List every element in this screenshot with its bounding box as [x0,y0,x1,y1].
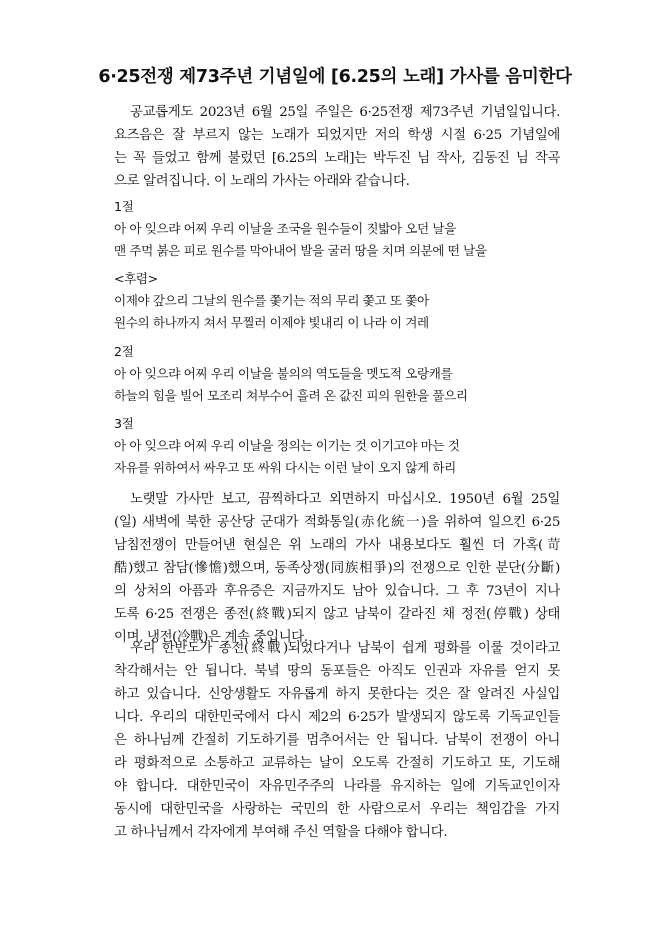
paragraph-line: 은 하나님께 간절히 기도하기를 멈추어서는 안 됩니다. 남북이 전쟁이 아니 [114,733,560,748]
paragraph-line: 니다. 우리의 대한민국에서 다시 제2의 6·25가 발생되지 않도록 기독교인들 [114,710,560,725]
page-title: 6·25전쟁 제73주년 기념일에 [6.25의 노래] 가사를 음미한다 [98,67,572,87]
paragraph-line: 우리 한반도가 종전(終戰)되었다거나 남북이 쉽게 평화를 이룰 것이라고 [130,641,560,656]
paragraph-line: 고 하나님께서 각자에게 부여해 주신 역할을 다해야 합니다. [114,825,448,840]
verse-label: 2절 [114,344,134,359]
paragraph-line: 동시에 대한민국을 사랑하는 국민의 한 사람으로서 우리는 책임감을 가지 [114,802,560,817]
paragraph-line: 요즈음은 잘 부르지 않는 노래가 되었지만 저의 학생 시절 6·25 기념일에 [114,128,560,143]
paragraph-line: 도록 6·25 전쟁은 종전(終戰)되지 않고 남북이 갈라진 채 정전(停戰) 상태 [114,607,560,622]
paragraph-line: 하고 있습니다. 신앙생활도 자유롭게 하지 못한다는 것은 잘 알려진 사실입 [114,687,560,702]
lyric-line: 자유를 위하여서 싸우고 또 싸워 다시는 이런 날이 오지 않게 하리 [114,460,456,475]
intro-paragraph [114,101,560,193]
verse-label: 1절 [114,199,134,214]
paragraph-line: 노랫말 가사만 보고, 끔찍하다고 외면하지 마십시오. 1950년 6월 25일 [130,492,560,507]
lyric-line: 원수의 하나까지 쳐서 무찔러 이제야 빛내리 이 나라 이 겨레 [114,315,429,330]
lyric-line: 아 아 잊으랴 어찌 우리 이날을 조국을 원수들이 짓밟아 오던 날을 [114,221,456,236]
paragraph-line: 라 평화적으로 소통하고 교류하는 날이 오도록 간절히 기도하고 또, 기도해 [114,756,560,771]
verse-2 [114,341,560,407]
verse-label: <후렴> [114,271,158,286]
verse-3 [114,413,560,479]
paragraph-line: 酷)했고 참담(慘憺)했으며, 동족상쟁(同族相爭)의 전쟁으로 인한 분단(分斷) [114,561,560,576]
lyric-line: 하늘의 힘을 빌어 모조리 쳐부수어 흘려 온 값진 피의 원한을 풀으리 [114,388,468,403]
body-paragraph-3 [114,637,560,844]
body-paragraph-2 [114,488,560,649]
verse-label: 3절 [114,416,134,431]
paragraph-line: 공교롭게도 2023년 6월 25일 주일은 6·25전쟁 제73주년 기념일입니다. [130,105,560,120]
lyric-line: 이제야 갚으리 그날의 원수를 쫓기는 적의 무리 쫓고 또 쫓아 [114,293,429,308]
paragraph-line: 남침전쟁이 만들어낸 현실은 위 노래의 가사 내용보다도 훨씬 더 가혹(苛 [114,538,560,553]
paragraph-line: 이며, 냉전(冷戰)은 계속 중입니다. [114,630,308,645]
paragraph-line: 착각해서는 안 됩니다. 북녘 땅의 동포들은 아직도 인권과 자유를 얻지 못 [114,664,560,679]
lyric-line: 아 아 잊으랴 어찌 우리 이날을 정의는 이기는 것 이기고야 마는 것 [114,438,460,453]
chorus [114,268,560,334]
paragraph-line: 는 꼭 들었고 함께 불렀던 [6.25의 노래]는 박두진 님 작사, 김동진 님 작곡 [114,151,560,166]
paragraph-line: 으로 알려집니다. 이 노래의 가사는 아래와 같습니다. [114,174,410,189]
paragraph-line: (일) 새벽에 북한 공산당 군대가 적화통일(赤化統一)을 위하여 일으킨 6·25 [114,515,560,530]
paragraph-line: 의 상처의 아픔과 후유증은 지금까지도 남아 있습니다. 그 후 73년이 지나 [114,584,560,599]
paragraph-line: 야 합니다. 대한민국이 자유민주주의 나라를 유지하는 일에 기독교인이자 [114,779,560,794]
verse-1 [114,196,560,262]
lyric-line: 맨 주먹 붉은 피로 원수를 막아내어 발을 굴러 땅을 치며 의분에 떤 날을 [114,243,487,258]
lyric-line: 아 아 잊으랴 어찌 우리 이날을 불의의 역도들을 멧도적 오랑캐를 [114,366,453,381]
